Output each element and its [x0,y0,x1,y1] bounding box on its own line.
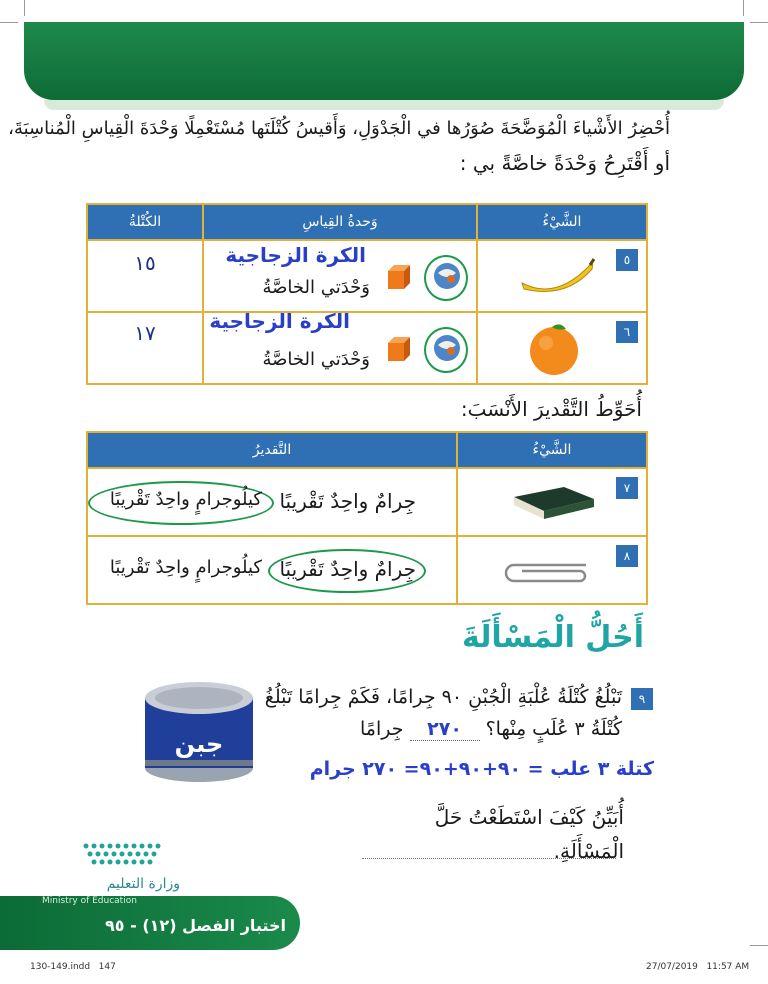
cube-icon [384,333,414,365]
row-number: ٥ [616,249,638,271]
option-kg[interactable]: كيلُوجرامٍ واحِدٌ تَقْريبًا [109,489,262,510]
mass-value: ١٧ [134,321,156,345]
answer-unit: جِرامًا [360,718,404,740]
timestamp: 27/07/2019 11:57 AM [646,962,750,972]
header-unit: وَحدةُ القِياسِ [203,204,477,240]
book-icon [504,483,596,523]
row-number: ٨ [616,545,638,567]
test-label: اختبار الفصل (١٢) - ٩٥ [105,916,286,935]
table-row [87,240,647,312]
marble-icon [432,333,462,363]
problem-line-2 [280,718,622,741]
handwritten-unit: الكرة الزجاجية [209,309,350,333]
table-row [87,468,647,536]
estimate-table [86,431,648,605]
explain-prompt: أُبَيِّنُ كَيْفَ اسْتَطَعْتُ حَلَّ الْمَسْأَلَةِ. [434,805,624,863]
header-object: الشَّيْءُ [477,204,647,240]
cube-icon [384,261,414,293]
explain-answer-line[interactable] [362,858,616,859]
option-gram[interactable]: جِرامٌ واحِدٌ تَقْريبًا [279,489,416,513]
file-info: 130-149.indd 147 [30,962,116,972]
marble-icon [432,261,462,291]
header-band [24,22,744,100]
problem-line-1: تَبْلُغُ كُتْلَةُ عُلْبَةِ الْجُبْنِ ٩٠ جِرامًا، فَكَمْ جِرامًا تَبْلُغُ [264,686,622,708]
paperclip-icon [500,557,592,587]
can-label: جبن [174,730,224,758]
row-number: ٧ [616,477,638,499]
table-row [87,312,647,384]
problem-section-title: أَحُلُّ الْمَسْأَلَةَ [461,620,644,655]
header-object: الشَّيْءُ [457,432,647,468]
header-estimate: التَّقديرُ [87,432,457,468]
banana-icon [516,255,596,299]
table-row [87,536,647,604]
measure-table [86,203,648,385]
problem-question: كُتْلَةُ ٣ عُلَبٍ مِنْها؟ [485,718,622,740]
ministry-name-en: Ministry of Education [42,896,137,906]
unit-text: وَحْدَتي الخاصَّةُ [262,349,370,370]
handwritten-solution: كتلة ٣ علب = ٩٠+٩٠+٩٠= ٢٧٠ جرام [309,758,654,780]
unit-text: وَحْدَتي الخاصَّةُ [262,277,370,298]
row-number: ٦ [616,321,638,343]
ministry-logo-icon [80,840,168,874]
orange-icon [526,321,582,377]
option-kg[interactable]: كيلُوجرامٍ واحِدٌ تَقْريبًا [109,557,262,578]
instruction-line-1: أُحْضِرُ الأَشْياءَ الْمُوَضَّحَةَ صُوَرُها في الْجَدْوَلِ، وَأَقيسُ كُتْلَتَها مُسْتَعْمِلًا وَحْدَةَ الْقِياسِ الْمُناسِبَةَ، [8,118,670,139]
answer-field[interactable]: ٢٧٠ [410,718,480,741]
problem-number: ٩ [631,688,653,710]
handwritten-unit: الكرة الزجاجية [225,243,366,267]
instruction-line-2: أو أَقْتَرِحُ وَحْدَةً خاصَّةً بي : [459,151,670,175]
option-gram[interactable]: جِرامٌ واحِدٌ تَقْريبًا [279,557,416,581]
circle-instruction: أُحَوِّطُ التَّقْديرَ الأَنْسَبَ: [460,397,642,421]
ministry-name-ar: وزارة التعليم [106,876,180,892]
header-mass: الكُتْلةُ [87,204,203,240]
instruction [8,112,670,180]
mass-value: ١٥ [134,251,156,275]
